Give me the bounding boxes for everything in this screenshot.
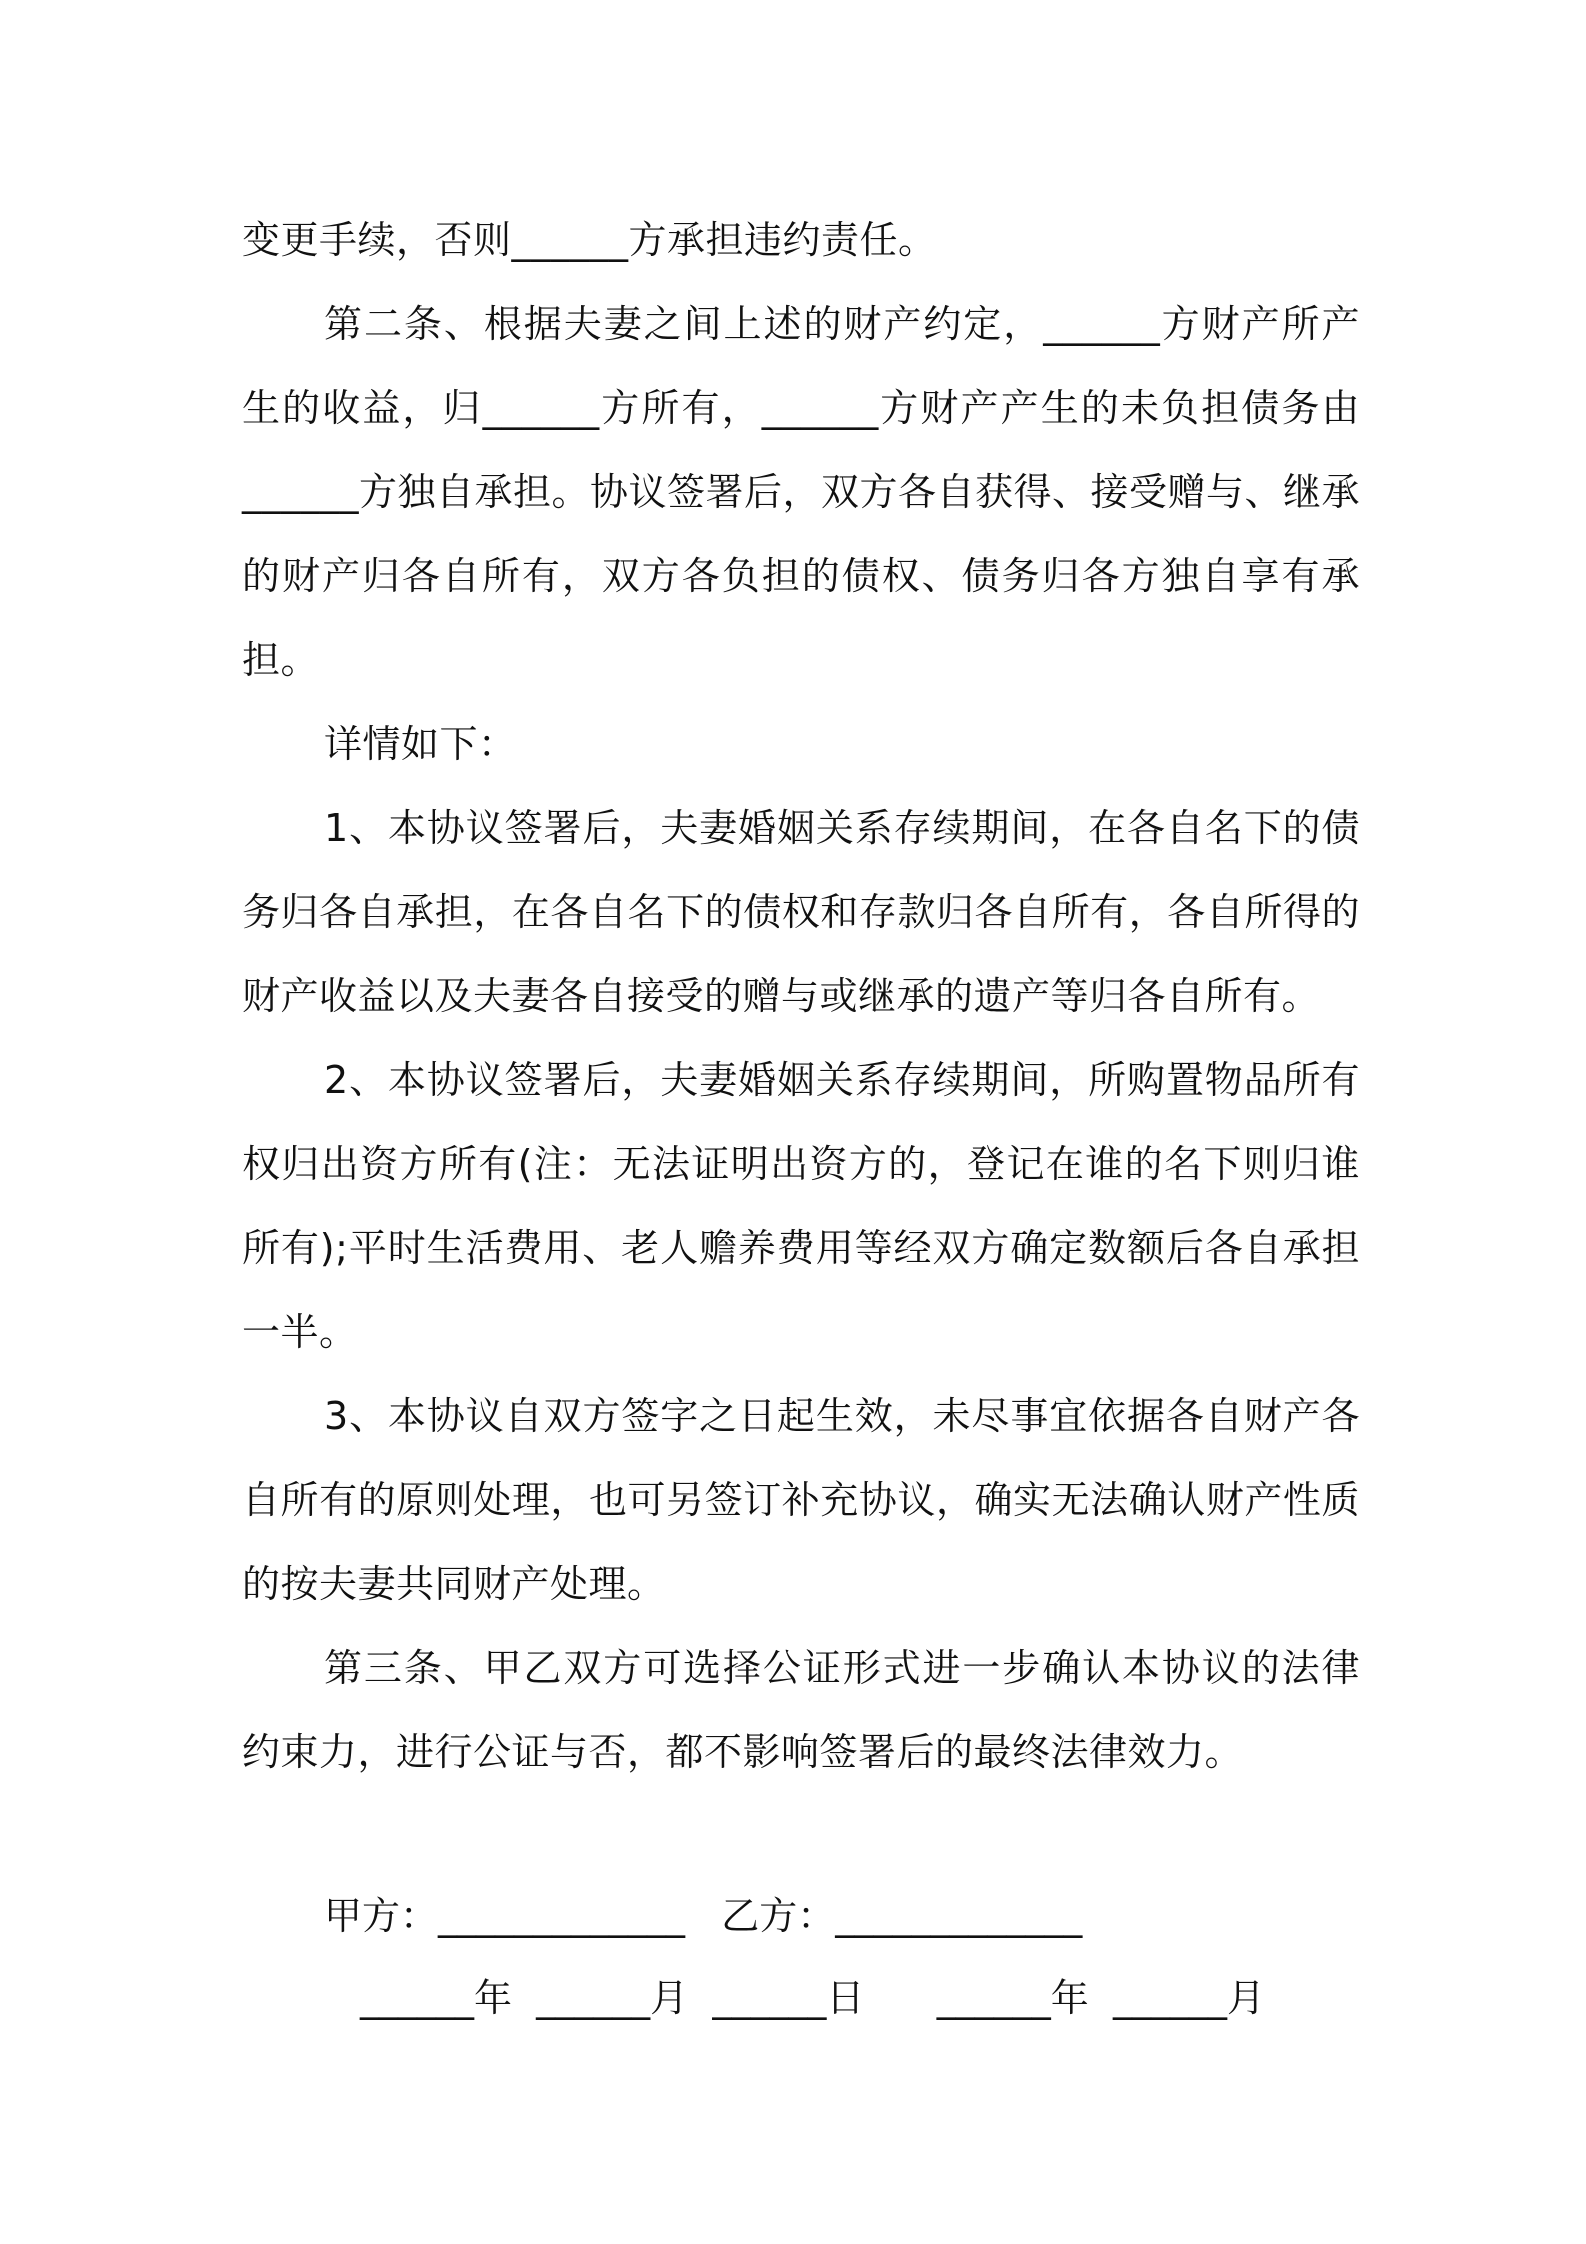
paragraph-item-1: 1、本协议签署后，夫妻婚姻关系存续期间，在各自名下的债务归各自承担，在各自名下的债权和存款归各自所有，各自所得的财产收益以及夫妻各自接受的赠与或继承的遗产等归各自所有。 xyxy=(242,806,1360,1018)
signature-parties-line: 甲方：_____________ 乙方：_____________ xyxy=(324,1894,1083,1938)
paragraph-item-3: 3、本协议自双方签字之日起生效，未尽事宜依据各自财产各自所有的原则处理，也可另签订补充协议，确实无法确认财产性质的按夫妻共同财产处理。 xyxy=(242,1394,1360,1606)
document-body xyxy=(242,198,1360,1794)
paragraph-continuation: 变更手续，否则______方承担违约责任。 xyxy=(242,218,937,262)
paragraph-article-2: 第二条、根据夫妻之间上述的财产约定，______方财产所产生的收益，归______方所有，______方财产产生的未负担债务由______方独自承担。协议签署后，双方各自获得、接受赠与、继承的财产归各自所有，双方各负担的债权、债务归各方独自享有承担。 xyxy=(242,302,1361,682)
paragraph-article-3: 第三条、甲乙双方可选择公证形式进一步确认本协议的法律约束力，进行公证与否，都不影响签署后的最终法律效力。 xyxy=(242,1646,1360,1774)
paragraph-item-2: 2、本协议签署后，夫妻婚姻关系存续期间，所购置物品所有权归出资方所有(注：无法证明出资方的，登记在谁的名下则归谁所有);平时生活费用、老人赡养费用等经双方确定数额后各自承担一半。 xyxy=(242,1058,1360,1354)
paragraph-details-heading: 详情如下： xyxy=(324,722,517,766)
signature-dates-line: ______年 ______月 ______日 ______年 ______月 xyxy=(360,1976,1265,2020)
